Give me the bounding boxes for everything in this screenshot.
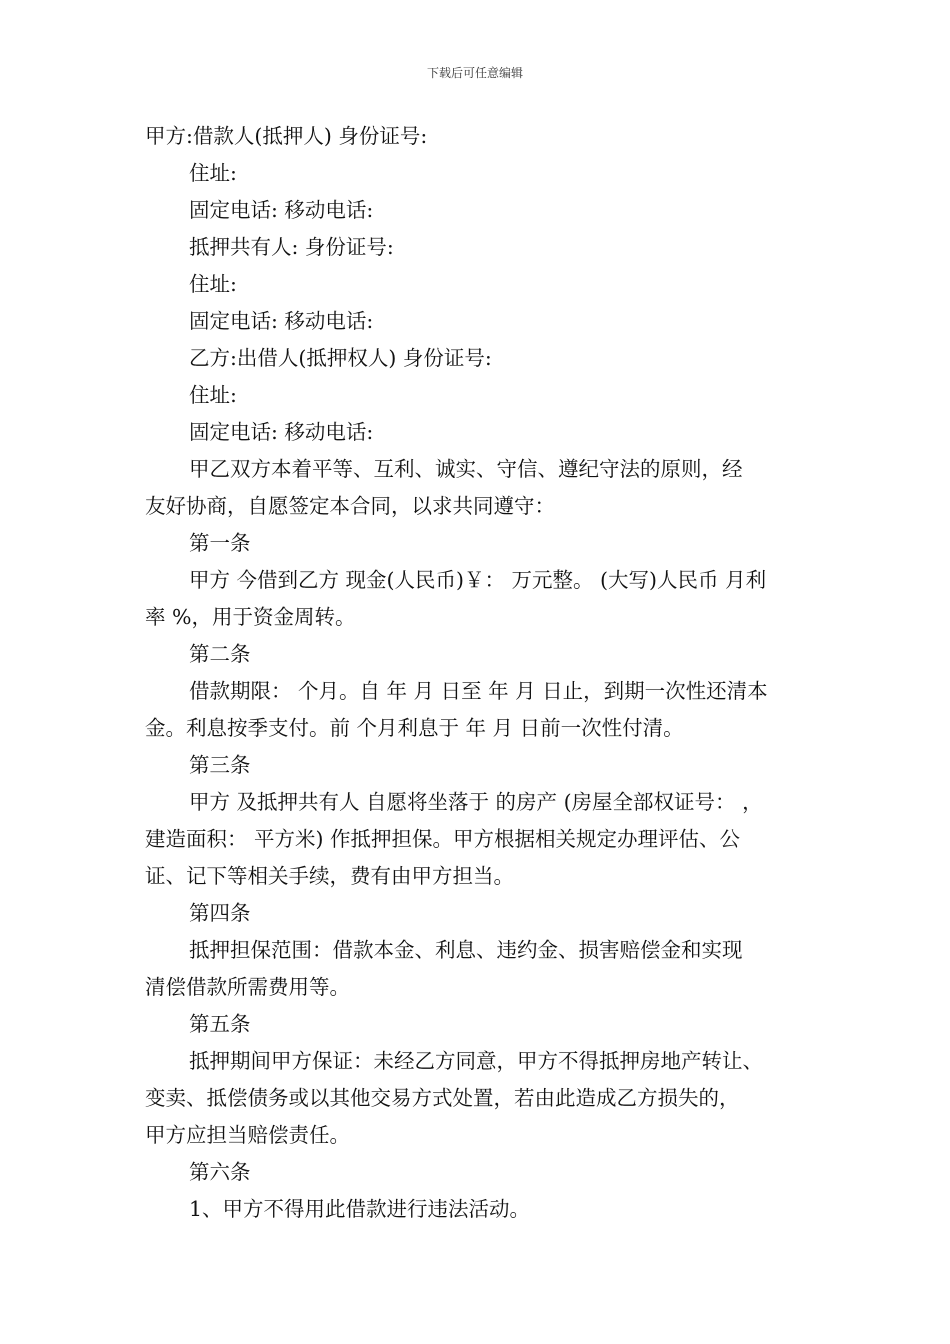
document-line: 乙方:出借人(抵押权人) 身份证号: — [189, 346, 492, 370]
page-header: 下载后可任意编辑 — [426, 66, 523, 80]
document-line: 固定电话: 移动电话: — [189, 198, 374, 222]
document-line: 固定电话: 移动电话: — [189, 420, 374, 444]
document-line: 证、记下等相关手续，费有由甲方担当。 — [145, 864, 514, 888]
document-line: 住址: — [189, 161, 237, 185]
document-line: 抵押共有人: 身份证号: — [189, 235, 394, 259]
document-line: 甲方 今借到乙方 现金(人民币)￥： 万元整。 (大写)人民币 月利 — [189, 568, 767, 592]
document-line: 1、甲方不得用此借款进行违法活动。 — [189, 1197, 531, 1221]
document-line: 借款期限： 个月。自 年 月 日至 年 月 日止，到期一次性还清本 — [189, 679, 768, 703]
document-line: 第六条 — [189, 1160, 251, 1184]
document-line: 住址: — [189, 272, 237, 296]
document-line: 金。利息按季支付。前 个月利息于 年 月 日前一次性付清。 — [145, 716, 684, 740]
document-line: 友好协商，自愿签定本合同，以求共同遵守： — [145, 494, 555, 518]
document-line: 甲乙双方本着平等、互利、诚实、守信、遵纪守法的原则，经 — [189, 457, 743, 481]
document-line: 第一条 — [189, 531, 251, 555]
document-line: 甲方应担当赔偿责任。 — [145, 1123, 350, 1147]
document-line: 第二条 — [189, 642, 251, 666]
document-line: 第三条 — [189, 753, 251, 777]
document-line: 第五条 — [189, 1012, 251, 1036]
document-line: 甲方 及抵押共有人 自愿将坐落于 的房产 (房屋全部权证号： ， — [189, 790, 763, 814]
document-line: 第四条 — [189, 901, 251, 925]
document-line: 固定电话: 移动电话: — [189, 309, 374, 333]
document-body — [145, 118, 810, 1228]
document-line: 率 %，用于资金周转。 — [145, 605, 356, 629]
document-line: 抵押担保范围：借款本金、利息、违约金、损害赔偿金和实现 — [189, 938, 743, 962]
document-line: 甲方:借款人(抵押人) 身份证号: — [145, 124, 428, 148]
document-line: 建造面积： 平方米) 作抵押担保。甲方根据相关规定办理评估、公 — [145, 827, 741, 851]
document-line: 变卖、抵偿债务或以其他交易方式处置，若由此造成乙方损失的， — [145, 1086, 740, 1110]
document-line: 清偿借款所需费用等。 — [145, 975, 350, 999]
document-line: 抵押期间甲方保证：未经乙方同意，甲方不得抵押房地产转让、 — [189, 1049, 763, 1073]
document-line: 住址: — [189, 383, 237, 407]
